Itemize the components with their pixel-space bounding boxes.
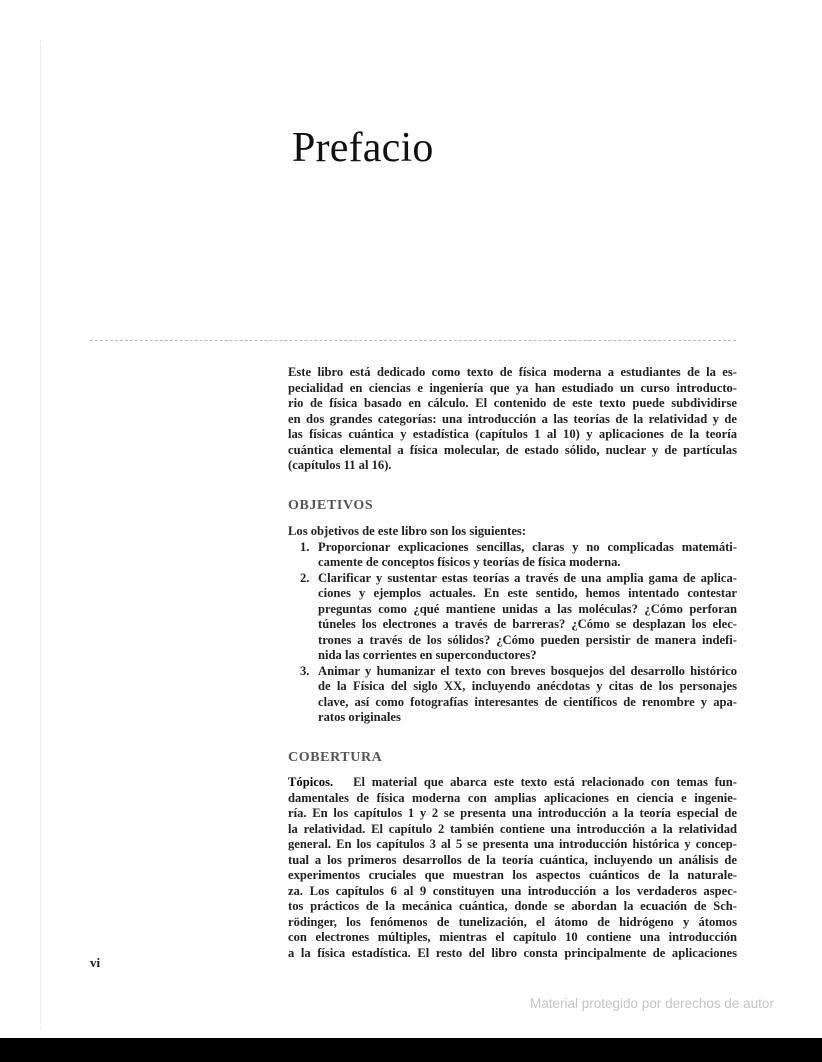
text-line: damentales de física moderna con amplias aplicaciones en ciencia e ingenie- — [288, 790, 737, 805]
text-line: nida las corrientes en superconductores? — [318, 648, 537, 662]
list-item — [288, 664, 737, 726]
copyright-watermark: Material protegido por derechos de autor — [530, 996, 774, 1011]
text-line: El material que abarca este texto está relacionado con temas fun- — [353, 775, 737, 789]
objetivos-list — [288, 524, 737, 726]
text-line: rio de física basado en cálculo. El contenido de este texto puede subdividirse — [288, 396, 737, 410]
text-line: ratos originales — [318, 710, 401, 724]
text-line: (capítulos 11 al 16). — [288, 458, 392, 472]
text-line: camente de conceptos físicos y teorías de física moderna. — [318, 555, 621, 569]
text-line: las físicas cuántica y estadística (capítulos 1 al 10) y aplicaciones de la teoría — [288, 427, 737, 441]
text-line: ciones y ejemplos actuales. En este sentido, hemos intentado contestar — [318, 586, 737, 600]
cobertura-paragraph — [288, 775, 737, 961]
section-heading-objetivos: OBJETIVOS — [288, 498, 374, 513]
text-line: a la física estadística. El resto del libro consta principalmente de aplicaciones — [288, 945, 737, 960]
list-item — [288, 571, 737, 664]
text-line: general. En los capítulos 3 al 5 se presenta una introducción histórica y concep- — [288, 837, 737, 851]
item-number: 2. — [300, 570, 310, 585]
text-line: tual a los primeros desarrollos de la teoría cuántica, incluyendo un análisis de — [288, 852, 737, 867]
list-item — [288, 540, 737, 571]
text-line: Este libro está dedicado como texto de física moderna a estudiantes de la es- — [288, 365, 737, 379]
text-line: Clarificar y sustentar estas teorías a través de una amplia gama de aplica- — [318, 570, 737, 585]
text-line: preguntas como ¿qué mantiene unidas a las moléculas? ¿Cómo perforan — [318, 601, 737, 616]
intro-paragraph — [288, 365, 737, 474]
text-line: con electrones múltiples, mientras el capítulo 10 contiene una introducción — [288, 930, 737, 944]
divider — [90, 340, 736, 341]
text-line: za. Los capítulos 6 al 9 constituyen una introducción a los verdaderos aspec- — [288, 883, 737, 898]
text-line: túneles los electrones a través de barreras? ¿Cómo se desplazan los elec- — [318, 617, 737, 631]
text-line: rödinger, los fenómenos de tunelización, el átomo de hidrógeno y átomos — [288, 914, 737, 929]
item-number: 1. — [300, 539, 310, 554]
text-line: Animar y humanizar el texto con breves bosquejos del desarrollo histórico — [318, 663, 737, 678]
text-line: clave, así como fotografías interesantes de científicos de renombre y apa- — [318, 694, 737, 709]
page-number: vi — [90, 955, 101, 970]
text-line: experimentos cruciales que muestran los aspectos cuánticos de la naturale- — [288, 868, 737, 882]
text-line: de la Física del siglo XX, incluyendo anécdotas y citas de los personajes — [318, 679, 737, 693]
text-line: la relatividad. El capítulo 2 también contiene una introducción a la relatividad — [288, 821, 737, 836]
text-line: en dos grandes categorías: una introducción a las teorías de la relatividad y de — [288, 411, 737, 426]
text-line: cuántica elemental a física molecular, de estado sólido, nuclear y de partículas — [288, 442, 737, 457]
run-in-heading: Tópicos. — [288, 775, 334, 789]
section-heading-cobertura: COBERTURA — [288, 750, 383, 765]
text-line: pecialidad en ciencias e ingeniería que ya han estudiado un curso introducto- — [288, 380, 737, 395]
text-line: ría. En los capítulos 1 y 2 se presenta una introducción a la teoría especial de — [288, 806, 737, 820]
item-number: 3. — [300, 663, 310, 678]
bottom-black-bar — [0, 1038, 822, 1062]
page-title: Prefacio — [292, 125, 434, 171]
text-line: tos prácticos de la mecánica cuántica, donde se abordan la ecuación de Sch- — [288, 899, 737, 913]
text-line: trones a través de los sólidos? ¿Cómo pueden persistir de manera indefi- — [318, 632, 737, 647]
text-line: Proporcionar explicaciones sencillas, claras y no complicadas matemáti- — [318, 539, 737, 554]
objetivos-lead: Los objetivos de este libro son los siguientes: — [288, 524, 527, 538]
